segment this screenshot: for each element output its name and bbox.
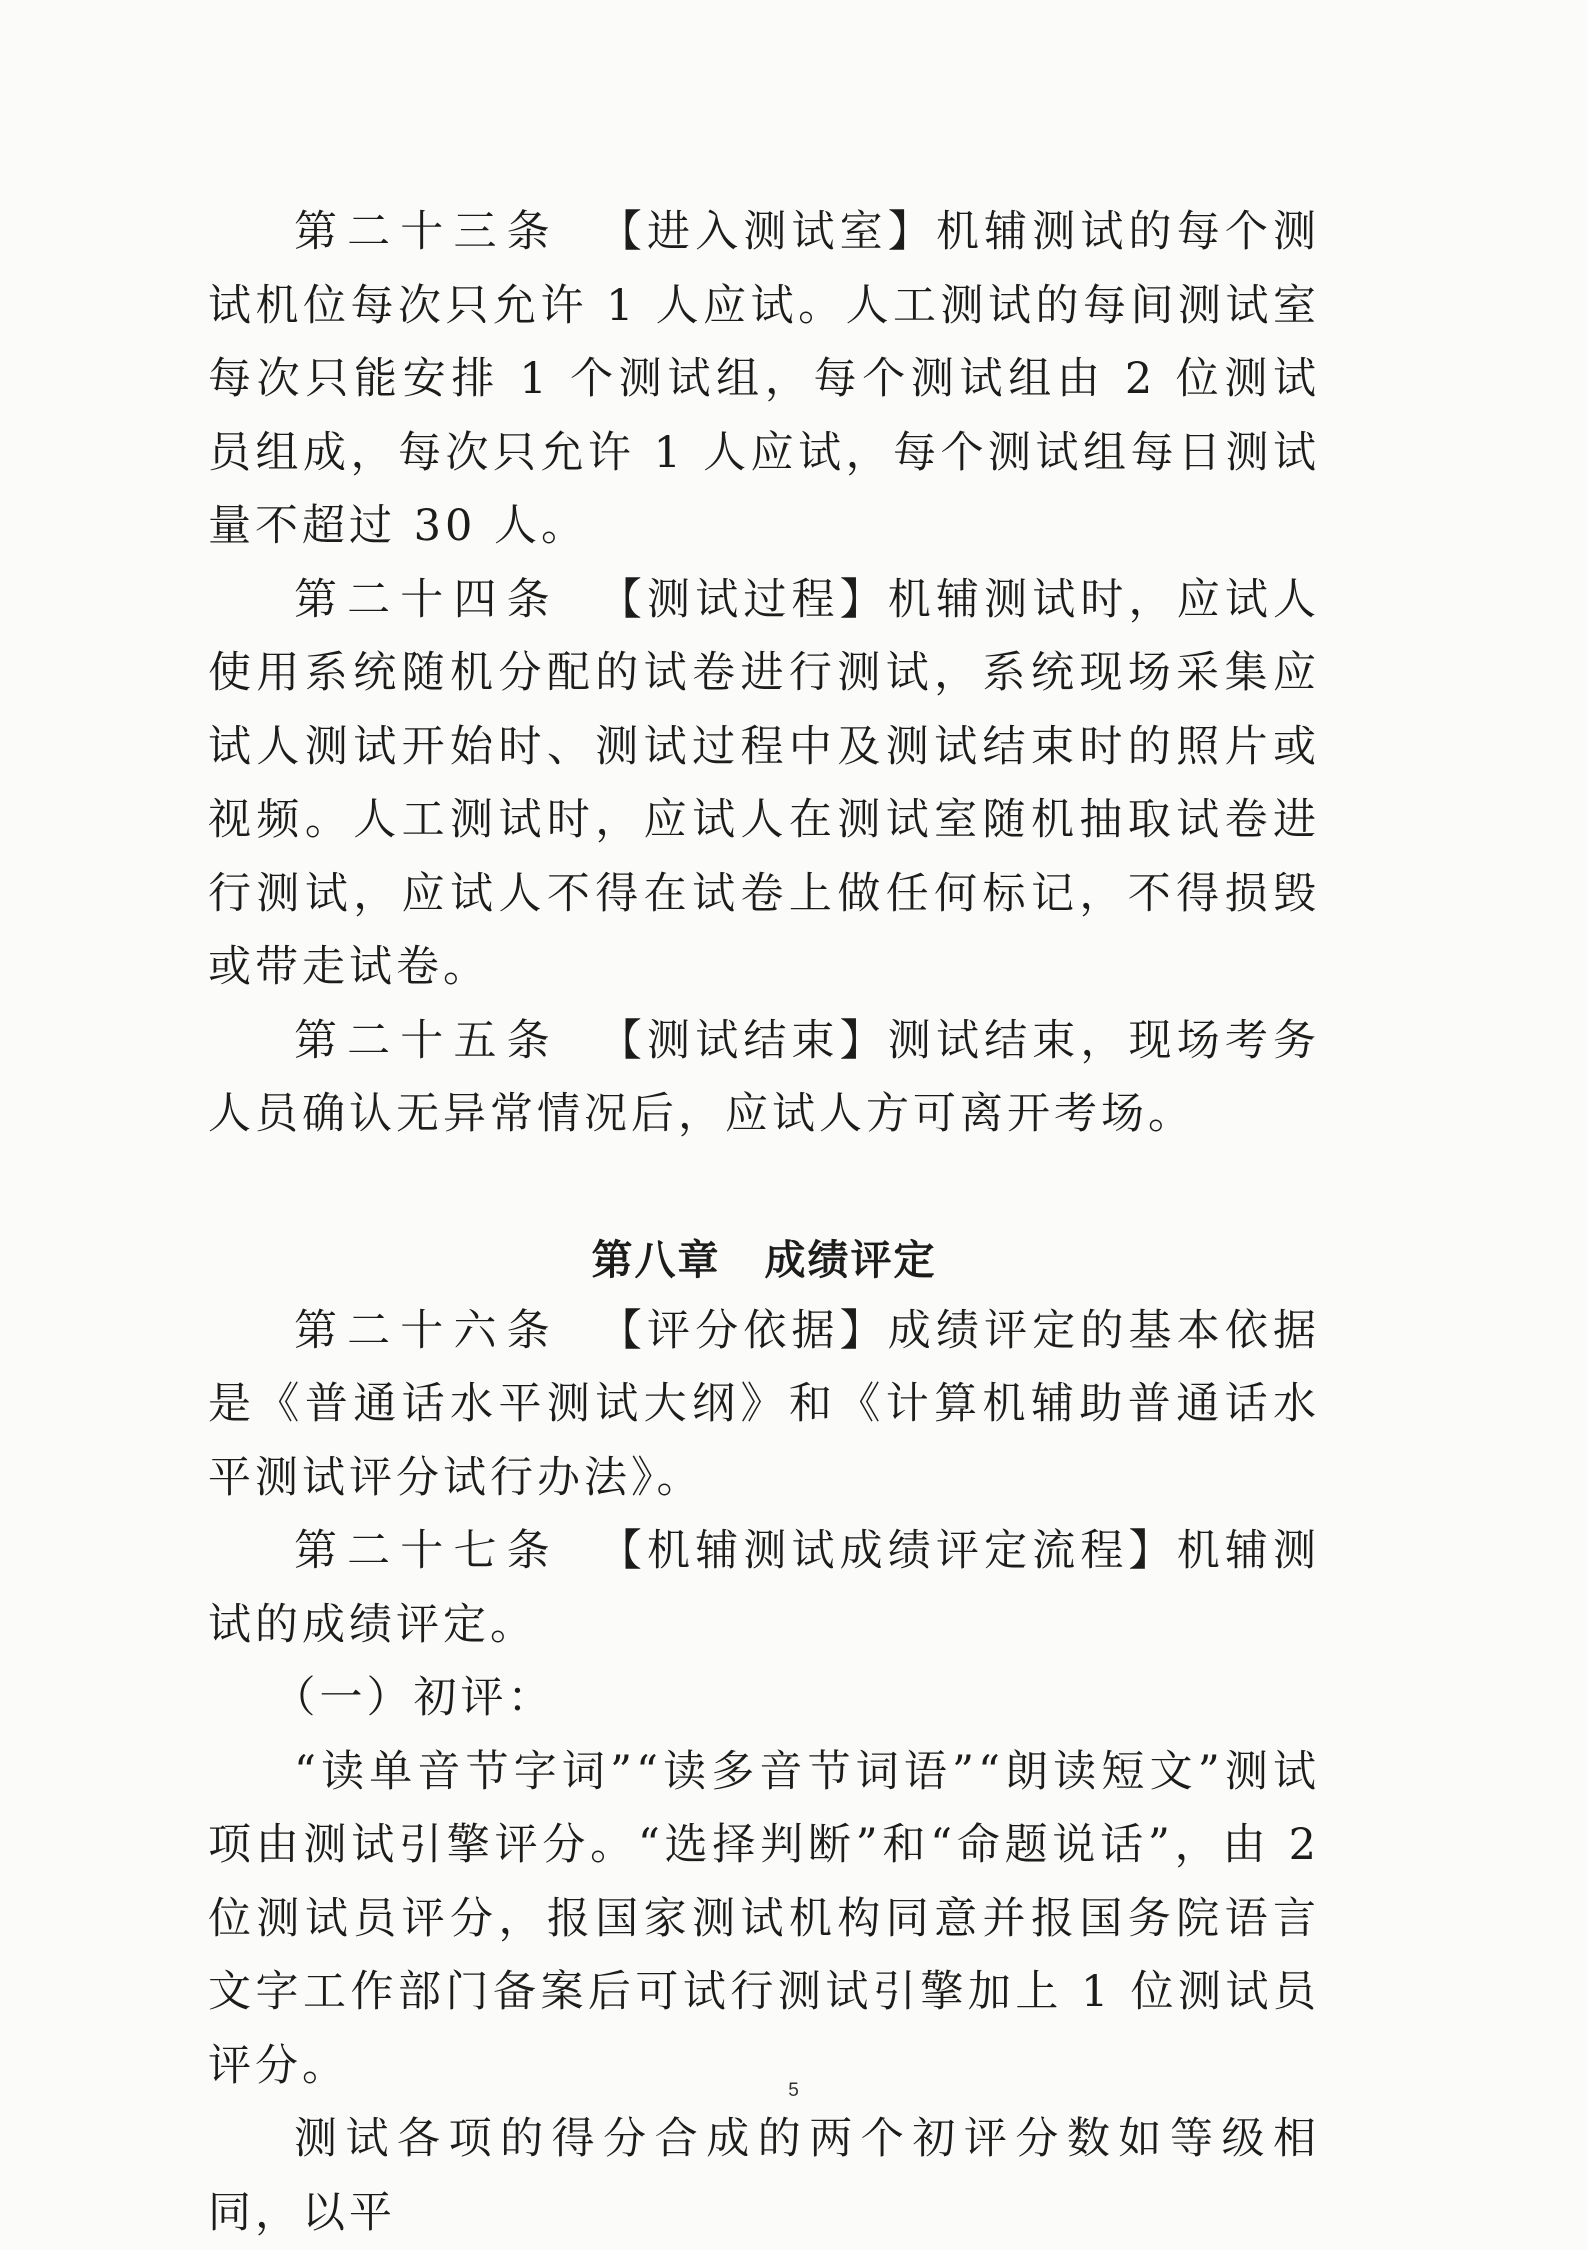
article-text: 【机辅测试成绩评定流程】机辅测试的成绩评定。 — [208, 1526, 1320, 1650]
article-number: 第二十四条 — [294, 574, 560, 625]
page-number: 5 — [788, 2080, 799, 2101]
article-text: 【测试过程】机辅测试时，应试人使用系统随机分配的试卷进行测试，系统现场采集应试人测试开始时、测试过程中及测试结束时的照片或视频。人工测试时，应试人在测试室随机抽取试卷进行测试，应试人不得在试卷上做任何标记，不得损毁或带走试卷。 — [208, 574, 1320, 992]
article-26 — [208, 1295, 1320, 1516]
article-number: 第二十七条 — [294, 1526, 560, 1576]
article-number: 第二十三条 — [294, 207, 560, 257]
chapter-number: 第八章 — [591, 1235, 721, 1284]
page-content — [208, 196, 1320, 2250]
chapter-heading — [208, 1225, 1320, 1295]
chapter-title: 成绩评定 — [764, 1235, 937, 1284]
article-23 — [208, 196, 1320, 564]
body-paragraph: “读单音节字词”“读多音节词语”“朗读短文”测试项由测试引擎评分。“选择判断”和“命题说话”，由 2 位测试员评分，报国家测试机构同意并报国务院语言文字工作部门备案后可试行测试引擎加上 1 位测试员评分。 — [208, 1746, 1320, 2091]
article-number: 第二十五条 — [294, 1015, 560, 1066]
article-25 — [208, 1005, 1320, 1152]
article-text: 【测试结束】测试结束，现场考务人员确认无异常情况后，应试人方可离开考场。 — [208, 1015, 1320, 1139]
article-number: 第二十六条 — [294, 1305, 560, 1356]
item-label: （一）初评： — [272, 1673, 555, 1723]
article-27 — [208, 1515, 1320, 1662]
article-text: 【进入测试室】机辅测试的每个测试机位每次只允许 1 人应试。人工测试的每间测试室每次只能安排 1 个测试组，每个测试组由 2 位测试员组成，每次只允许 1 人应试，每个测试组每日测试量不超过 30 人。 — [208, 207, 1320, 551]
body-paragraph: 测试各项的得分合成的两个初评分数如等级相同，以平 — [208, 2114, 1320, 2238]
article-text: 【评分依据】成绩评定的基本依据是《普通话水平测试大纲》和《计算机辅助普通话水平测试评分试行办法》。 — [208, 1305, 1320, 1503]
article-24 — [208, 564, 1320, 1005]
